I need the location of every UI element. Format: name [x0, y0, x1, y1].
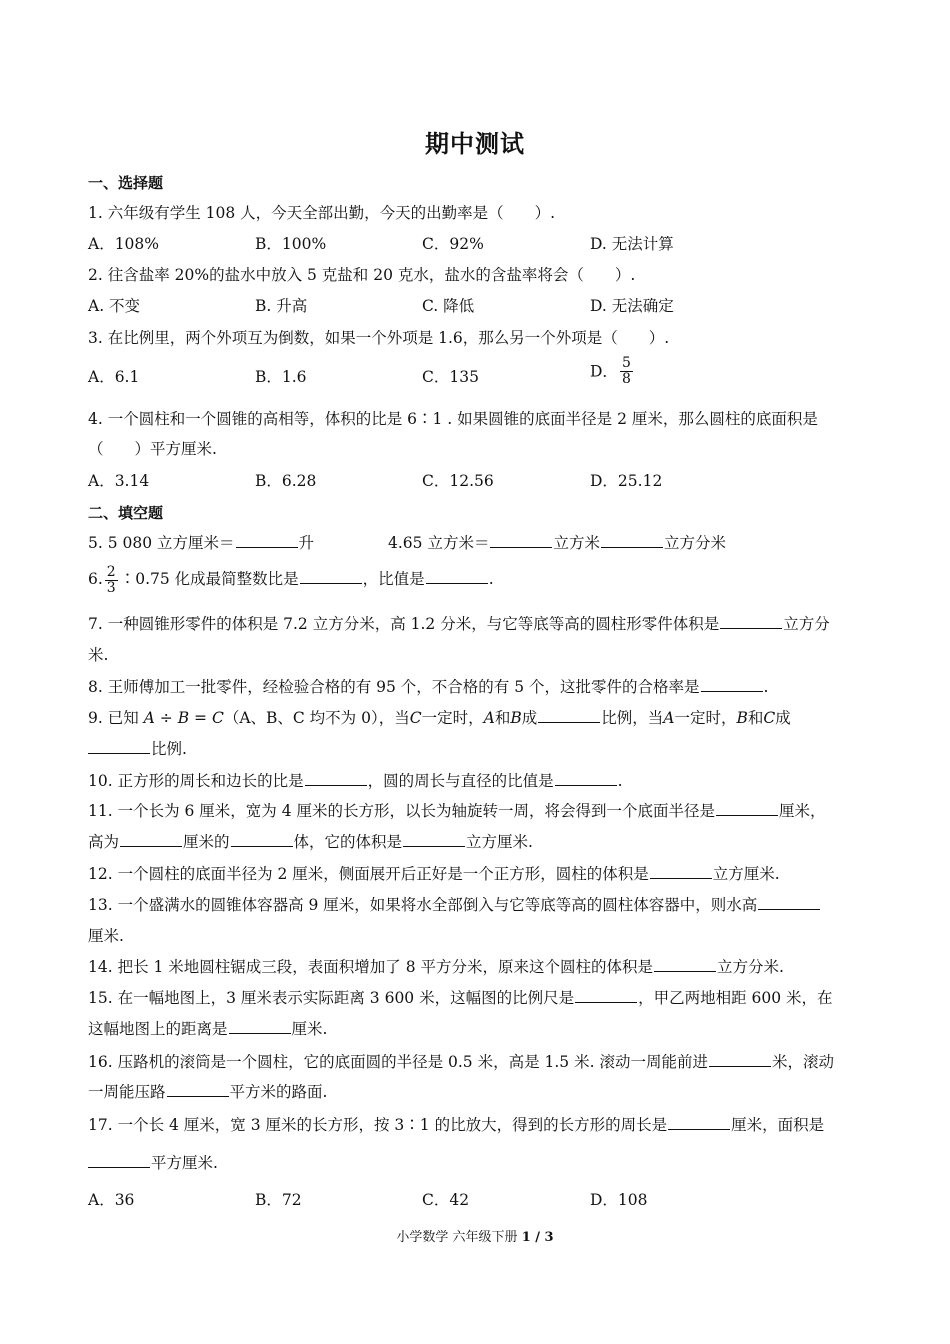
question-11-line-1 — [88, 801, 826, 821]
answer-blank[interactable] — [88, 1153, 150, 1168]
answer-blank[interactable] — [758, 895, 820, 910]
answer-blank[interactable] — [300, 569, 362, 584]
answer-blank[interactable] — [650, 864, 712, 879]
page-title: 期中测试 — [425, 130, 525, 158]
answer-blank[interactable] — [120, 832, 182, 847]
q1-option-d: D. 无法计算 — [590, 235, 674, 253]
footer-text: 小学数学 六年级下册 — [396, 1230, 522, 1245]
question-16-line-2 — [88, 1082, 327, 1102]
var-b: B — [510, 709, 522, 727]
q9-part-6: 比例，当 — [601, 709, 664, 727]
q11-part-4: 厘米的 — [183, 833, 230, 851]
q7-part-1: 7. 一种圆锥形零件的体积是 7.2 立方分米，高 1.2 分米，与它等底等高的圆柱形零件体积是 — [88, 615, 720, 633]
question-17-line-2 — [88, 1153, 218, 1173]
q6-part-3: ，比值是 — [362, 570, 425, 588]
q1-option-c: C．92% — [422, 235, 484, 253]
question-7-line-2: 米. — [88, 646, 109, 664]
q3-option-c: C．135 — [422, 368, 479, 386]
answer-blank[interactable] — [403, 832, 465, 847]
q3-option-d-fraction — [620, 356, 633, 387]
q9-part-1: 9. 已知 — [88, 709, 144, 727]
q15-part-3: 这幅地图上的距离是 — [88, 1020, 228, 1038]
q4-option-a: A．3.14 — [88, 472, 150, 490]
q5-unit-2: 立方米 — [553, 534, 600, 552]
q17-part-1: 17. 一个长 4 厘米，宽 3 厘米的长方形，按 3∶1 的比放大，得到的长方形的周长是 — [88, 1116, 668, 1134]
q17-option-b: B．72 — [255, 1191, 302, 1209]
answer-blank[interactable] — [426, 569, 488, 584]
q9-part-7: 一定时， — [674, 709, 737, 727]
q7-part-2: 立方分 — [783, 615, 830, 633]
q15-part-4: 厘米. — [291, 1020, 328, 1038]
q15-part-1: 15. 在一幅地图上，3 厘米表示实际距离 3 600 米，这幅图的比例尺是 — [88, 989, 575, 1007]
q5-unit-3: 立方分米 — [663, 534, 726, 552]
question-2: 2. 往含盐率 20%的盐水中放入 5 克盐和 20 克水，盐水的含盐率将会（ ）. — [88, 266, 636, 284]
q17-option-d: D．108 — [590, 1191, 648, 1209]
answer-blank[interactable] — [555, 771, 617, 786]
answer-blank[interactable] — [709, 1052, 771, 1067]
q17-part-2: 厘米，面积是 — [731, 1116, 825, 1134]
page-footer — [0, 1226, 950, 1245]
q16-part-1: 16. 压路机的滚筒是一个圆柱，它的底面圆的半径是 0.5 米，高是 1.5 米. 滚动一周能前进 — [88, 1053, 708, 1071]
answer-blank[interactable] — [701, 677, 763, 692]
question-12 — [88, 864, 780, 884]
answer-blank[interactable] — [716, 801, 778, 816]
q16-part-3: 一周能压路 — [88, 1083, 166, 1101]
question-11-line-2 — [88, 832, 533, 852]
q3-option-d — [590, 356, 635, 387]
q15-part-2: ，甲乙两地相距 600 米，在 — [638, 989, 833, 1007]
var-b: B — [736, 709, 748, 727]
answer-blank[interactable] — [575, 988, 637, 1003]
q8-part-1: 8. 王师傅加工一批零件，经检验合格的有 95 个，不合格的有 5 个，这批零件的合格率是 — [88, 678, 700, 696]
answer-blank[interactable] — [231, 832, 293, 847]
q1-option-b: B．100% — [255, 235, 327, 253]
q3-option-b: B．1.6 — [255, 368, 307, 386]
question-9-line-1 — [88, 708, 791, 728]
q5-part-1: 5. 5 080 立方厘米＝ — [88, 534, 235, 552]
question-5-part-2 — [388, 533, 726, 553]
q6-fraction — [105, 565, 118, 596]
q5-unit-1: 升 — [298, 534, 315, 552]
q6-part-1: 6. — [88, 570, 103, 588]
q9-part-10: 比例. — [151, 740, 187, 758]
q11-part-1: 11. 一个长为 6 厘米，宽为 4 厘米的长方形，以长为轴旋转一周，将会得到一个底面半径是 — [88, 802, 716, 820]
fraction-numerator: 5 — [621, 355, 631, 371]
q6-part-4: . — [488, 570, 494, 588]
answer-blank[interactable] — [88, 739, 150, 754]
q2-option-d: D. 无法确定 — [590, 297, 674, 315]
q9-div: ÷ — [154, 709, 178, 727]
q11-part-6: 立方厘米. — [466, 833, 533, 851]
question-17-line-1 — [88, 1115, 824, 1135]
q4-option-b: B．6.28 — [255, 472, 317, 490]
q9-eq: = — [189, 709, 212, 727]
var-b: B — [177, 709, 190, 727]
question-15-line-1 — [88, 988, 833, 1008]
var-a: A — [483, 709, 495, 727]
question-15-line-2 — [88, 1019, 327, 1039]
question-1: 1. 六年级有学生 108 人，今天全部出勤，今天的出勤率是（ ）. — [88, 204, 556, 222]
q10-part-3: . — [617, 772, 623, 790]
q2-option-a: A. 不变 — [88, 297, 141, 315]
answer-blank[interactable] — [229, 1019, 291, 1034]
q9-part-4: 和 — [494, 709, 511, 727]
question-13-line-2: 厘米. — [88, 927, 124, 945]
var-c: C — [409, 709, 422, 727]
q11-part-5: 体，它的体积是 — [293, 833, 403, 851]
q16-part-4: 平方米的路面. — [229, 1083, 328, 1101]
question-16-line-1 — [88, 1052, 834, 1072]
question-13-line-1 — [88, 895, 821, 915]
var-a: A — [663, 709, 675, 727]
question-14 — [88, 957, 784, 977]
question-9-line-2 — [88, 739, 187, 759]
q2-option-b: B. 升高 — [255, 297, 308, 315]
question-4-line-1: 4. 一个圆柱和一个圆锥的高相等，体积的比是 6∶1 . 如果圆锥的底面半径是 2 厘米，那么圆柱的底面积是 — [88, 410, 818, 428]
q17-option-c: C．42 — [422, 1191, 470, 1209]
q17-option-a: A．36 — [88, 1191, 135, 1209]
page-number: 1 / 3 — [521, 1230, 554, 1245]
question-6 — [88, 562, 494, 596]
answer-blank[interactable] — [601, 533, 663, 548]
q12-part-2: 立方厘米. — [712, 865, 780, 883]
answer-blank[interactable] — [654, 957, 716, 972]
fraction-denominator: 8 — [621, 371, 631, 387]
answer-blank[interactable] — [167, 1082, 229, 1097]
q3-option-a: A．6.1 — [88, 368, 140, 386]
q6-part-2: ∶0.75 化成最简整数比是 — [119, 570, 299, 588]
fraction-denominator: 3 — [106, 579, 116, 596]
q11-part-2: 厘米， — [779, 802, 826, 820]
var-a: A — [143, 709, 155, 727]
fraction-numerator: 2 — [106, 563, 116, 580]
answer-blank[interactable] — [668, 1115, 730, 1130]
var-c: C — [211, 709, 224, 727]
answer-blank[interactable] — [538, 708, 600, 723]
q4-option-c: C．12.56 — [422, 472, 494, 490]
question-7-line-1 — [88, 614, 830, 634]
q2-option-c: C. 降低 — [422, 297, 475, 315]
answer-blank[interactable] — [720, 614, 782, 629]
q13-part-1: 13. 一个盛满水的圆锥体容器高 9 厘米，如果将水全部倒入与它等底等高的圆柱体容器中，则水高 — [88, 896, 758, 914]
question-4-line-2: （ ）平方厘米. — [88, 440, 217, 458]
q10-part-1: 10. 正方形的周长和边长的比是 — [88, 772, 304, 790]
question-8 — [88, 677, 768, 697]
q14-part-2: 立方分米. — [717, 958, 784, 976]
section-heading-fill: 二、填空题 — [88, 504, 164, 522]
answer-blank[interactable] — [305, 771, 367, 786]
q17-part-3: 平方厘米. — [151, 1154, 218, 1172]
question-10 — [88, 771, 623, 791]
q11-part-3: 高为 — [88, 833, 120, 851]
section-heading-choice: 一、选择题 — [88, 174, 164, 192]
q9-part-5: 成 — [521, 709, 538, 727]
q9-part-2: （A、B、C 均不为 0），当 — [223, 709, 410, 727]
q14-part-1: 14. 把长 1 米地圆柱锯成三段，表面积增加了 8 平方分米，原来这个圆柱的体积是 — [88, 958, 654, 976]
answer-blank[interactable] — [236, 533, 298, 548]
q16-part-2: 米，滚动 — [771, 1053, 834, 1071]
q9-part-9: 成 — [775, 709, 791, 727]
question-3: 3. 在比例里，两个外项互为倒数，如果一个外项是 1.6，那么另一个外项是（ ）. — [88, 329, 670, 347]
answer-blank[interactable] — [490, 533, 552, 548]
var-c: C — [763, 709, 776, 727]
q5-part-3: 4.65 立方米＝ — [388, 534, 490, 552]
q9-part-3: 一定时， — [421, 709, 484, 727]
q1-option-a: A．108% — [88, 235, 160, 253]
question-5 — [88, 533, 314, 553]
q9-part-8: 和 — [747, 709, 764, 727]
q3-option-d-label: D． — [590, 362, 618, 381]
q4-option-d: D．25.12 — [590, 472, 663, 490]
q10-part-2: ，圆的周长与直径的比值是 — [367, 772, 554, 790]
q12-part-1: 12. 一个圆柱的底面半径为 2 厘米，侧面展开后正好是一个正方形，圆柱的体积是 — [88, 865, 649, 883]
q8-part-2: . — [763, 678, 769, 696]
